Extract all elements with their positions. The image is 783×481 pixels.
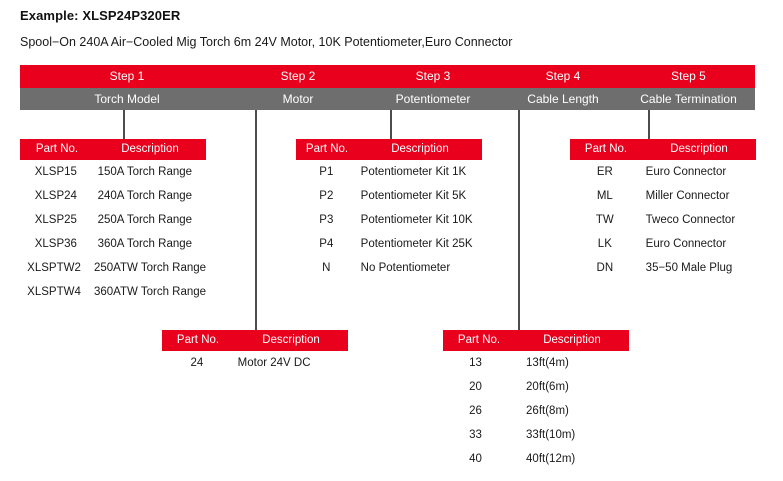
cell-description: 250A Torch Range	[97, 214, 193, 226]
table-row	[443, 351, 629, 375]
cell-description: Tweco Connector	[645, 214, 736, 226]
table-cable-length	[443, 330, 629, 471]
cell-part-no: N	[322, 262, 331, 274]
table-row	[162, 351, 348, 375]
cell-description: Euro Connector	[645, 238, 727, 250]
table-motor	[162, 330, 348, 375]
step-name-motor: Motor	[282, 91, 314, 106]
cell-part-no: XLSPTW2	[27, 262, 81, 274]
cell-description: 250ATW Torch Range	[94, 262, 207, 274]
table-row	[443, 375, 629, 399]
step-number-row	[20, 65, 755, 88]
column-header-part-no: Part No.	[176, 334, 220, 346]
cell-part-no: ER	[596, 166, 613, 178]
cell-part-no: P1	[319, 166, 334, 178]
table-row	[570, 232, 756, 256]
connector-line-step-5	[648, 110, 650, 139]
page-title: Example: XLSP24P320ER	[20, 8, 181, 23]
cell-part-no: 40	[469, 453, 482, 465]
cell-part-no: 13	[469, 357, 482, 369]
table-row	[443, 447, 629, 471]
step-name-cable-termination: Cable Termination	[640, 91, 737, 106]
cell-part-no: 24	[190, 357, 204, 369]
table-row	[296, 184, 482, 208]
cell-description: 20ft(6m)	[526, 381, 569, 393]
step-number-4: Step 4	[545, 69, 581, 83]
step-number-2: Step 2	[280, 69, 316, 83]
step-name-cable-length: Cable Length	[527, 91, 599, 106]
step-number-1: Step 1	[109, 69, 145, 83]
cell-part-no: DN	[596, 262, 614, 274]
table-row	[20, 232, 206, 256]
cell-description: No Potentiometer	[360, 262, 451, 274]
cell-part-no: P2	[319, 190, 334, 202]
table-row	[296, 160, 482, 184]
table-header-row	[443, 330, 629, 351]
table-row	[20, 184, 206, 208]
cell-description: Potentiometer Kit 1K	[360, 166, 467, 178]
step-number-3: Step 3	[415, 69, 451, 83]
table-torch-model	[20, 139, 206, 304]
table-header-row	[570, 139, 756, 160]
cell-part-no: XLSP36	[34, 238, 77, 250]
table-header-row	[162, 330, 348, 351]
table-row	[570, 160, 756, 184]
cell-description: 33ft(10m)	[526, 429, 576, 441]
table-row	[296, 232, 482, 256]
cell-description: Euro Connector	[645, 166, 727, 178]
cell-part-no: 33	[469, 429, 482, 441]
cell-part-no: XLSP24	[34, 190, 77, 202]
cell-description: 240A Torch Range	[97, 190, 193, 202]
cell-description: 35−50 Male Plug	[645, 262, 733, 274]
table-row	[570, 208, 756, 232]
column-header-description: Description	[670, 143, 728, 155]
table-row	[296, 256, 482, 280]
connector-line-step-1	[123, 110, 125, 139]
column-header-part-no: Part No.	[35, 143, 79, 155]
cell-description: 26ft(8m)	[526, 405, 569, 417]
step-name-torch-model: Torch Model	[94, 91, 160, 106]
cell-description: 40ft(12m)	[526, 453, 576, 465]
table-cable-termination	[570, 139, 756, 280]
cell-description: 360ATW Torch Range	[94, 286, 207, 298]
column-header-part-no: Part No.	[305, 143, 349, 155]
connector-line-step-2	[255, 110, 257, 330]
connector-line-step-3	[390, 110, 392, 139]
step-name-row	[20, 88, 755, 111]
table-potentiometer	[296, 139, 482, 280]
cell-description: 360A Torch Range	[97, 238, 193, 250]
step-number-5: Step 5	[671, 69, 706, 83]
column-header-description: Description	[262, 334, 320, 346]
table-row	[20, 160, 206, 184]
table-row	[570, 184, 756, 208]
cell-part-no: LK	[597, 238, 612, 250]
table-row	[443, 423, 629, 447]
cell-part-no: XLSPTW4	[27, 286, 81, 298]
table-row	[443, 399, 629, 423]
column-header-part-no: Part No.	[584, 143, 628, 155]
cell-part-no: P4	[319, 238, 334, 250]
cell-description: Potentiometer Kit 5K	[360, 190, 467, 202]
table-row	[20, 256, 206, 280]
cell-description: 13ft(4m)	[526, 357, 569, 369]
page-subtitle: Spool−On 240A Air−Cooled Mig Torch 6m 24V Motor, 10K Potentiometer,Euro Connector	[20, 35, 513, 49]
table-row	[20, 280, 206, 304]
column-header-description: Description	[543, 334, 601, 346]
cell-part-no: 20	[469, 381, 482, 393]
step-name-potentiometer: Potentiometer	[395, 91, 471, 106]
step-banner	[20, 65, 755, 110]
cell-description: Potentiometer Kit 10K	[360, 214, 473, 226]
cell-description: 150A Torch Range	[97, 166, 193, 178]
table-header-row	[296, 139, 482, 160]
cell-part-no: XLSP15	[34, 166, 77, 178]
connector-line-step-4	[518, 110, 520, 330]
table-row	[296, 208, 482, 232]
cell-description: Miller Connector	[645, 190, 730, 202]
column-header-part-no: Part No.	[457, 334, 501, 346]
column-header-description: Description	[391, 143, 449, 155]
table-row	[20, 208, 206, 232]
cell-part-no: 26	[469, 405, 482, 417]
cell-part-no: ML	[596, 190, 613, 202]
cell-part-no: TW	[595, 214, 614, 226]
column-header-description: Description	[121, 143, 179, 155]
table-row	[570, 256, 756, 280]
cell-description: Motor 24V DC	[237, 357, 311, 369]
cell-part-no: P3	[319, 214, 334, 226]
table-header-row	[20, 139, 206, 160]
cell-description: Potentiometer Kit 25K	[360, 238, 473, 250]
cell-part-no: XLSP25	[34, 214, 77, 226]
